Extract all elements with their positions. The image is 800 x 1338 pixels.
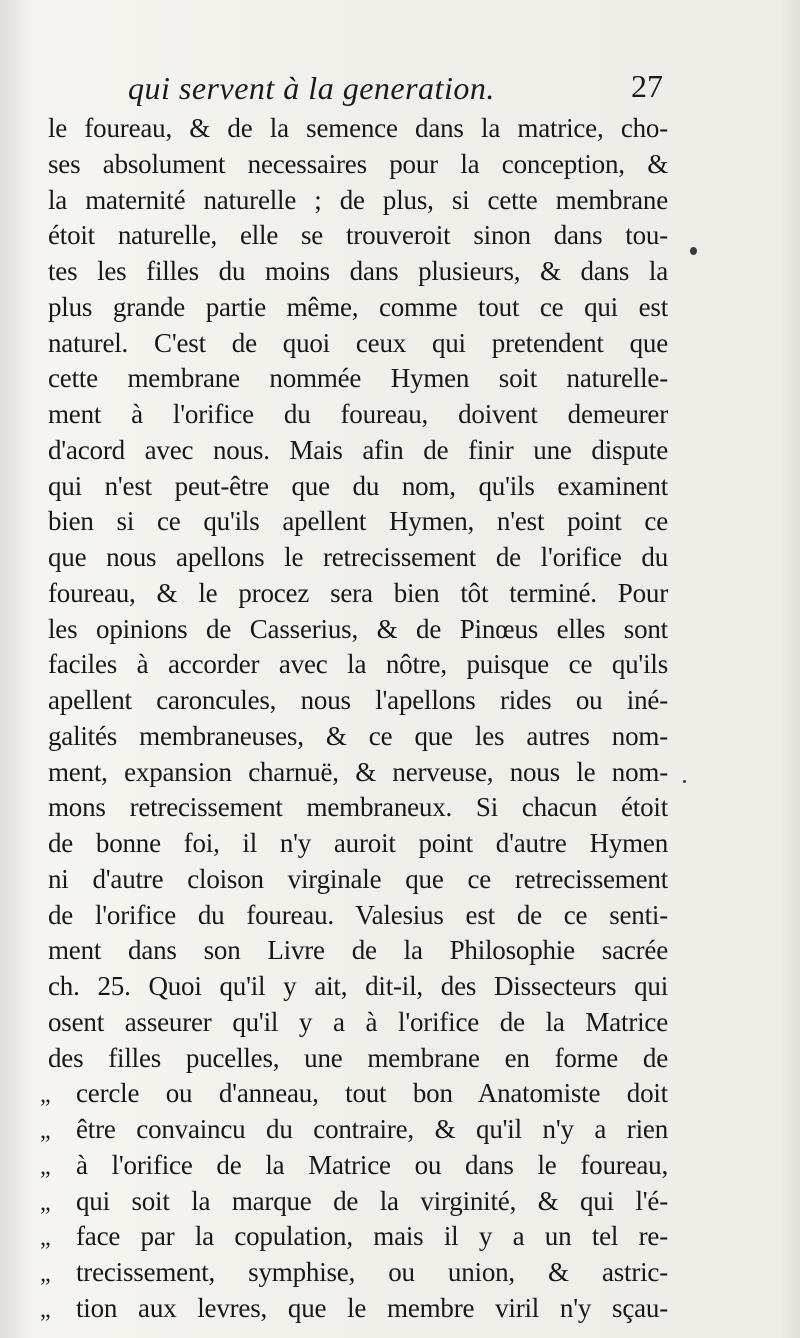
text-line xyxy=(40,790,668,826)
line-text: cette membrane nommée Hymen soit naturelle- xyxy=(48,363,668,394)
page-header xyxy=(118,70,663,110)
line-text: le foureau, & de la semence dans la matrice, cho- xyxy=(48,113,668,143)
line-text: ses absolument necessaires pour la conception, & xyxy=(48,148,668,179)
quotation-marker: „ xyxy=(40,1082,50,1109)
text-line xyxy=(40,933,668,969)
line-text: la maternité naturelle ; de plus, si cette membrane xyxy=(48,184,668,215)
text-line xyxy=(40,1219,668,1255)
line-text: que nous apellons le retrecissement de l'orifice du xyxy=(48,542,668,572)
line-text: naturel. C'est de quoi ceux qui pretendent que xyxy=(48,327,668,358)
text-line xyxy=(40,1041,668,1077)
text-line xyxy=(40,397,668,433)
ink-speck xyxy=(690,247,697,255)
text-line xyxy=(40,1255,668,1291)
line-text: des filles pucelles, une membrane en forme de xyxy=(48,1042,668,1073)
text-line xyxy=(40,469,668,505)
text-line xyxy=(40,504,668,540)
body-text xyxy=(40,111,668,1327)
text-line xyxy=(40,647,668,683)
line-text: foureau, & le procez sera bien tôt terminé. Pour xyxy=(48,577,668,608)
line-text: plus grande partie même, comme tout ce qui est xyxy=(48,291,668,322)
quotation-marker: „ xyxy=(40,1153,50,1180)
line-text: de l'orifice du foureau. Valesius est de ce senti- xyxy=(48,899,668,930)
line-text: d'acord avec nous. Mais afin de finir une dispute xyxy=(48,434,668,465)
text-line xyxy=(40,540,668,576)
line-text: bien si ce qu'ils apellent Hymen, n'est point ce xyxy=(48,506,668,537)
text-line xyxy=(40,898,668,934)
line-text: trecissement, symphise, ou union, & astric- xyxy=(76,1257,668,1287)
line-text: ment à l'orifice du foureau, doivent demeurer xyxy=(48,399,668,429)
quotation-marker: „ xyxy=(40,1189,50,1216)
text-line xyxy=(40,969,668,1005)
line-text: étoit naturelle, elle se trouveroit sinon dans tou- xyxy=(48,220,668,251)
line-text: apellent caroncules, nous l'apellons rides ou iné- xyxy=(48,685,668,715)
text-line xyxy=(40,254,668,290)
line-text: ni d'autre cloison virginale que ce retrecissement xyxy=(48,863,668,894)
line-text: qui n'est peut-être que du nom, qu'ils examinent xyxy=(48,470,668,501)
quotation-marker: „ xyxy=(40,1296,50,1323)
line-text: ment dans son Livre de la Philosophie sacrée xyxy=(48,935,668,966)
text-line xyxy=(40,612,668,648)
line-text: mons retrecissement membraneux. Si chacun étoit xyxy=(48,792,668,823)
text-line xyxy=(40,862,668,898)
text-line xyxy=(40,326,668,362)
quotation-marker: „ xyxy=(40,1118,50,1144)
line-text: osent asseurer qu'il y a à l'orifice de la Matrice xyxy=(48,1006,668,1037)
line-text: tion aux levres, que le membre viril n'y sçau- xyxy=(76,1292,668,1323)
line-text: cercle ou d'anneau, tout bon Anatomiste doit xyxy=(76,1078,668,1109)
text-line xyxy=(40,361,668,397)
text-line xyxy=(40,1005,668,1041)
text-line xyxy=(40,1184,668,1220)
page-number: 27 xyxy=(631,68,663,104)
line-text: faciles à accorder avec la nôtre, puisque ce qu'ils xyxy=(48,649,668,680)
line-text: les opinions de Casserius, & de Pinœus elles sont xyxy=(48,613,668,644)
line-text: tes les filles du moins dans plusieurs, & dans la xyxy=(48,256,668,286)
line-text: face par la copulation, mais il y a un tel re- xyxy=(76,1221,668,1252)
line-text: à l'orifice de la Matrice ou dans le foureau, xyxy=(76,1149,668,1180)
text-line xyxy=(40,111,668,147)
text-line xyxy=(40,719,668,755)
line-text: ch. 25. Quoi qu'il y ait, dit-il, des Dissecteurs qui xyxy=(48,971,668,1001)
text-line xyxy=(40,755,668,791)
spine-shadow xyxy=(0,0,34,1338)
ink-speck xyxy=(683,780,686,783)
text-line xyxy=(40,433,668,469)
line-text: galités membraneuses, & ce que les autres nom- xyxy=(48,720,668,751)
text-line xyxy=(40,1076,668,1112)
running-title: qui servent à la generation. xyxy=(128,70,495,106)
text-line xyxy=(40,183,668,219)
text-line xyxy=(40,290,668,326)
text-line xyxy=(40,1148,668,1184)
line-text: de bonne foi, il n'y auroit point d'autre Hymen xyxy=(48,828,668,858)
text-line xyxy=(40,1291,668,1327)
page-edge-shadow xyxy=(780,0,800,1338)
text-line xyxy=(40,576,668,612)
line-text: être convaincu du contraire, & qu'il n'y a rien xyxy=(76,1114,668,1144)
quotation-marker: „ xyxy=(40,1261,50,1287)
line-text: qui soit la marque de la virginité, & qui l'é- xyxy=(76,1185,668,1216)
text-line xyxy=(40,1112,668,1148)
text-line xyxy=(40,218,668,254)
text-line xyxy=(40,683,668,719)
text-line xyxy=(40,147,668,183)
quotation-marker: „ xyxy=(40,1225,50,1252)
line-text: ment, expansion charnuë, & nerveuse, nous le nom- xyxy=(48,756,668,787)
text-line xyxy=(40,826,668,862)
